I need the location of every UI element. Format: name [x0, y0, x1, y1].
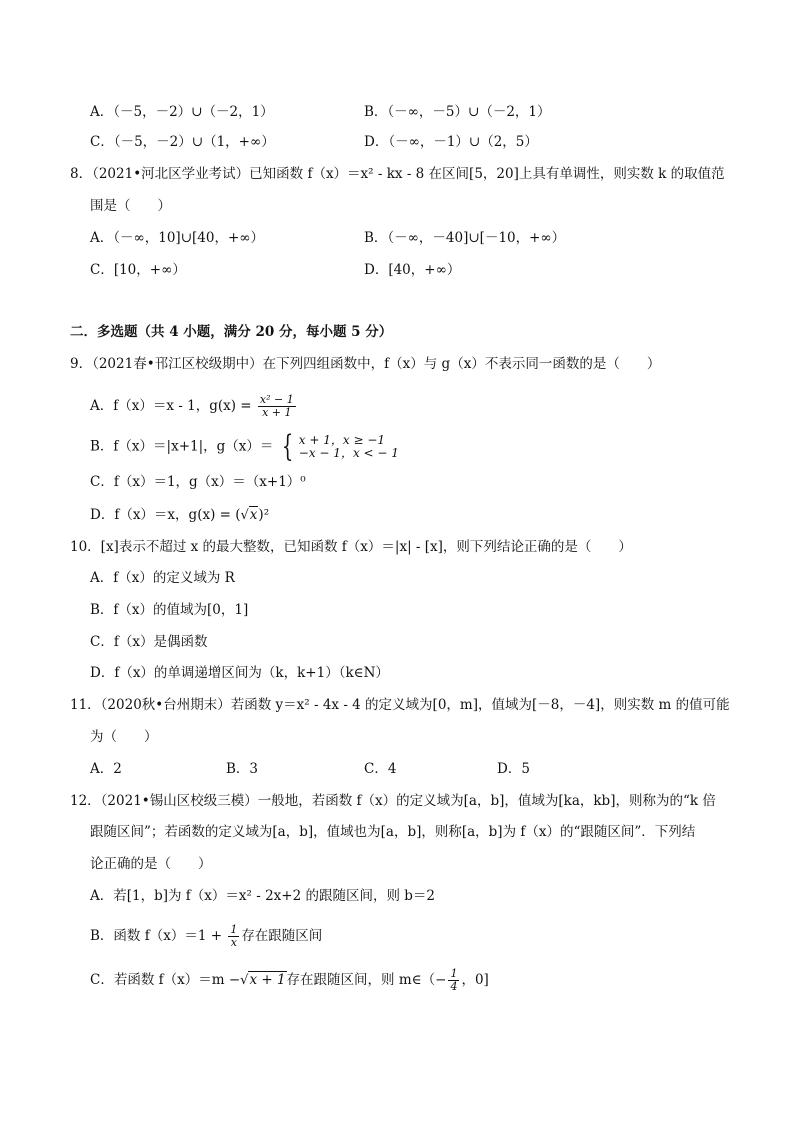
q10-option-d: D．f（x）的单调递增区间为（k，k+1）（k∈N） [90, 665, 389, 681]
section-title: 二．多选题（共 4 小题，满分 20 分，每小题 5 分） [70, 324, 393, 340]
q8-option-d: D．[40，+∞） [364, 262, 461, 278]
q7-option-d: D．（－∞，－1）∪（2，5） [364, 134, 538, 150]
piecewise-cases [299, 434, 399, 460]
q12-option-c-middle: 存在跟随区间，则 m∈（− [286, 972, 447, 988]
q9-option-a-fraction [258, 394, 296, 419]
q9-option-b-text: B．f（x）＝|x+1|，g（x）＝ [90, 438, 274, 455]
q9-option-a-numerator: x² − 1 [259, 393, 294, 406]
q12-option-c [90, 968, 489, 993]
q12-stem-line2: 跟随区间”；若函数的定义域为[a，b]，值域也为[a，b]，则称[a，b]为 f（x）的“跟随区间”．下列结 [90, 824, 696, 840]
q9-option-a [90, 394, 298, 419]
q12-option-c-denominator: 4 [450, 980, 458, 993]
q12-option-c-fraction [448, 968, 459, 993]
piecewise-case-2: −x − 1，x < − 1 [298, 446, 399, 460]
sqrt-icon: √ [240, 973, 249, 988]
q12-option-b-denominator: x [230, 936, 237, 949]
q9-option-d-radicand: x [249, 507, 258, 523]
q10-stem: 10．[x]表示不超过 x 的最大整数，已知函数 f（x）＝|x| - [x]，则下列结论正确的是（ ） [70, 539, 632, 555]
q9-option-b-piecewise [278, 429, 399, 464]
q12-option-b-tail: 存在跟随区间 [241, 928, 323, 944]
q9-option-a-denominator: x + 1 [262, 406, 292, 419]
q7-option-c: C．（－5，－2）∪（1，+∞） [90, 134, 275, 150]
q9-option-d [90, 505, 269, 526]
q11-option-c: C．4 [364, 761, 397, 777]
brace-glyph: { [281, 429, 293, 464]
q10-option-b: B．f（x）的值域为[0，1] [90, 602, 249, 618]
q9-stem: 9．（2021春•邗江区校级期中）在下列四组函数中，f（x）与 g（x）不表示同一函数的是（ ） [70, 356, 661, 372]
q11-stem-line2: 为（ ） [90, 729, 158, 745]
q11-stem-line1: 11．（2020秋•台州期末）若函数 y＝x² - 4x - 4 的定义域为[0，m]，值域为[－8，－4]，则实数 m 的值可能 [70, 697, 730, 713]
q12-stem-line3: 论正确的是（ ） [90, 856, 212, 872]
q12-option-c-tail: ，0] [461, 972, 489, 988]
q12-option-b [90, 924, 322, 949]
q12-option-c-radicand: x + 1 [249, 972, 286, 988]
q12-option-b-fraction [228, 924, 239, 949]
q9-option-c: C．f（x）＝1，g（x）＝（x+1）⁰ [90, 474, 306, 490]
q9-option-b [90, 429, 399, 464]
q7-option-b: B．（－∞，－5）∪（－2，1） [364, 104, 551, 120]
q8-option-a: A．（－∞，10]∪[40，+∞） [90, 230, 265, 246]
q12-option-a: A．若[1，b]为 f（x）＝x² - 2x+2 的跟随区间，则 b＝2 [90, 888, 436, 904]
q12-stem-line1: 12．（2021•锡山区校级三模）一般地，若函数 f（x）的定义域为[a，b]，值域为[ka，kb]，则称为的“k 倍 [70, 793, 716, 809]
q8-stem-line1: 8．（2021•河北区学业考试）已知函数 f（x）＝x² - kx - 8 在区间[5，20]上具有单调性，则实数 k 的取值范 [70, 166, 725, 182]
q12-option-c-numerator: 1 [450, 967, 458, 980]
q12-option-b-numerator: 1 [230, 923, 238, 936]
q8-option-c: C．[10，+∞） [90, 262, 186, 278]
q12-option-c-text: C．若函数 f（x）＝m − [90, 972, 241, 988]
q10-option-c: C．f（x）是偶函数 [90, 634, 208, 650]
q7-option-a: A．（－5，－2）∪（－2，1） [90, 104, 274, 120]
q11-option-d: D．5 [497, 761, 530, 777]
sqrt-icon: √ [240, 508, 249, 523]
q10-option-a: A．f（x）的定义域为 R [90, 570, 235, 586]
q12-option-b-text: B．函数 f（x）＝1 + [90, 928, 223, 944]
q9-option-d-tail: )² [258, 507, 270, 523]
piecewise-case-1: x + 1，x ≥ −1 [298, 433, 386, 447]
q8-stem-line2: 围是（ ） [90, 198, 171, 214]
q8-option-b: B．（－∞，－40]∪[－10，+∞） [364, 230, 566, 246]
q11-option-b: B．3 [226, 761, 259, 777]
q11-option-a: A．2 [90, 761, 122, 777]
q9-option-d-text: D．f（x）＝x，g(x) = ( [90, 507, 241, 523]
q9-option-a-text: A．f（x）＝x - 1，g(x) = [90, 398, 252, 414]
